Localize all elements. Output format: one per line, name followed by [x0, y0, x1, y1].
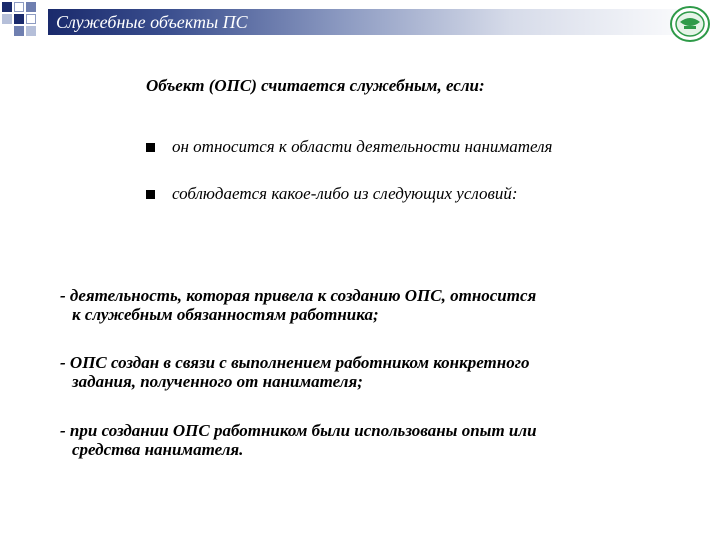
- condition-item: [60, 353, 660, 391]
- bullet-text: соблюдается какое-либо из следующих условий:: [172, 184, 518, 203]
- slide-title: Служебные объекты ПС: [56, 12, 248, 32]
- square-bullet-icon: [146, 143, 155, 152]
- condition-line: - ОПС создан в связи с выполнением работником конкретного: [60, 353, 530, 372]
- condition-line: - деятельность, которая привела к созданию ОПС, относится: [60, 286, 537, 305]
- condition-item: [60, 286, 660, 324]
- square-bullet-icon: [146, 190, 155, 199]
- condition-line: задания, полученного от нанимателя;: [72, 372, 363, 391]
- condition-line: средства нанимателя.: [72, 440, 244, 459]
- bullet-text: он относится к области деятельности нанимателя: [172, 137, 553, 156]
- round-green-emblem-icon: [668, 4, 712, 44]
- condition-item: [60, 421, 660, 459]
- condition-line: к служебным обязанностям работника;: [72, 305, 379, 324]
- condition-line: - при создании ОПС работником были использованы опыт или: [60, 421, 537, 440]
- condition-heading: Объект (ОПС) считается служебным, если:: [146, 76, 485, 95]
